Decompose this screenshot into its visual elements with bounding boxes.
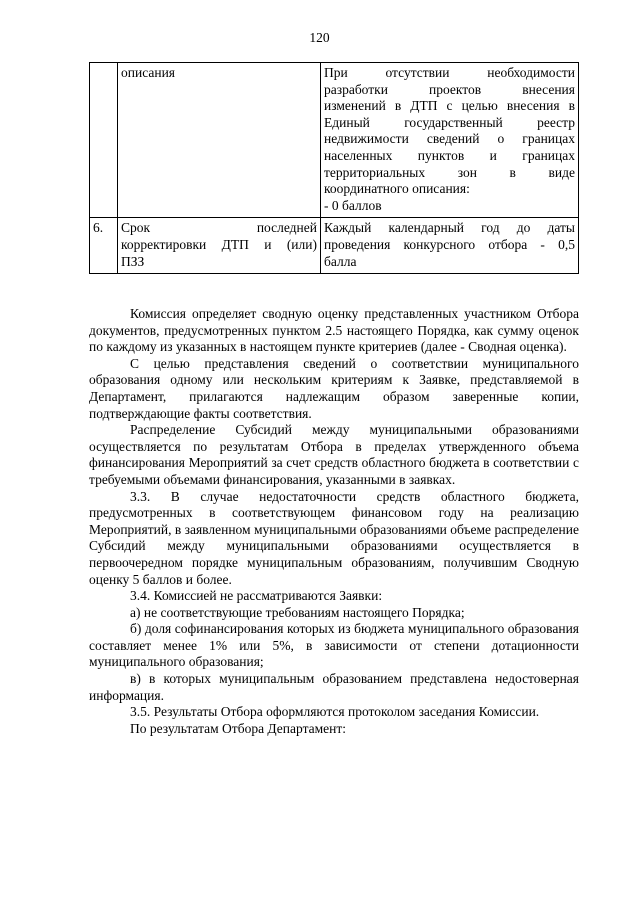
criterion-line: Срок последней <box>121 220 317 236</box>
table-row <box>90 218 579 274</box>
paragraph: Комиссия определяет сводную оценку представленных участником Отбора документов, предусмотренных пунктом 2.5 настоящего Порядка, как сумму оценок по каждому из указанных в настоящем пункте критериев (далее - Сводная оценка). <box>89 306 579 355</box>
scoring-line: изменений в ДТП с целью внесения в <box>324 98 575 114</box>
table-cell-scoring <box>321 63 579 218</box>
criteria-table <box>89 62 579 274</box>
table-cell-criterion <box>118 218 321 274</box>
paragraph: По результатам Отбора Департамент: <box>130 720 347 736</box>
criterion-line: ПЗЗ <box>121 253 145 269</box>
criterion-line: корректировки ДТП и (или) <box>121 236 317 252</box>
paragraph: 3.4. Комиссией не рассматриваются Заявки: <box>130 588 383 604</box>
scoring-line: координатного описания: <box>324 181 470 197</box>
paragraph: С целью представления сведений о соответствии муниципального образования одному или нескольким критериям к Заявке, представляемой в Департамент, прилагаются надлежащим образом заверенные копии, подтверждающие факты соответствия. <box>89 355 579 421</box>
scoring-line: Единый государственный реестр <box>324 114 575 130</box>
body-text <box>89 306 579 737</box>
paragraph: 3.5. Результаты Отбора оформляются протоколом заседания Комиссии. <box>130 704 540 720</box>
paragraph: б) доля софинансирования которых из бюджета муниципального образования составляет менее 1% или 5%, в зависимости от степени дотационности муниципального образования; <box>89 621 579 670</box>
scoring-line: населенных пунктов и границах <box>324 147 575 163</box>
criterion-text: описания <box>121 65 176 80</box>
table-cell-number <box>90 63 118 218</box>
scoring-line: территориальных зон в виде <box>324 164 575 180</box>
scoring-line: Каждый календарный год до даты <box>324 220 575 236</box>
paragraph: а) не соответствующие требованиям настоящего Порядка; <box>130 604 465 620</box>
table-row <box>90 63 579 218</box>
scoring-line: - 0 баллов <box>324 197 382 213</box>
scoring-line: недвижимости сведений о границах <box>324 131 575 147</box>
table-cell-scoring <box>321 218 579 274</box>
table-cell-criterion <box>118 63 321 218</box>
table-cell-number: 6. <box>90 218 118 274</box>
scoring-line: разработки проектов внесения <box>324 81 575 97</box>
paragraph: 3.3. В случае недостаточности средств областного бюджета, предусмотренных в соответствующем финансовом году на реализацию Мероприятий, в заявленном муниципальными образованиями объеме распределение Субсидий между муниципальными образованиями осуществляется в первоочередном порядке муниципальным образованиям, получившим Сводную оценку 5 баллов и более. <box>89 488 579 587</box>
scoring-line: балла <box>324 253 357 269</box>
scoring-line: проведения конкурсного отбора - 0,5 <box>324 236 575 252</box>
paragraph: Распределение Субсидий между муниципальными образованиями осуществляется по результатам Отбора в пределах утвержденного объема финансирования Мероприятий за счет средств областного бюджета в соответствии с требуемыми объемами финансирования, указанными в заявках. <box>89 422 579 487</box>
paragraph: в) в которых муниципальным образованием представлена недостоверная информация. <box>89 671 579 703</box>
page-number: 120 <box>309 30 330 45</box>
scoring-line: При отсутствии необходимости <box>324 65 575 80</box>
